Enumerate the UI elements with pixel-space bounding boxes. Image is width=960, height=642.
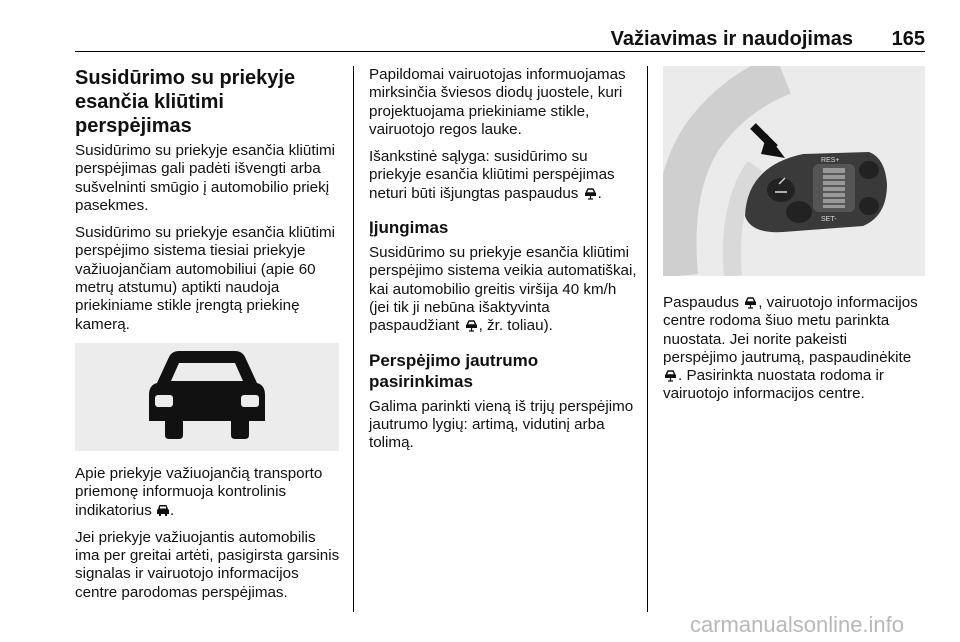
steering-wheel-figure xyxy=(663,66,925,276)
steering-wheel-illustration xyxy=(663,66,925,276)
vehicle-ahead-icon xyxy=(75,343,339,451)
column-3 xyxy=(663,66,925,413)
res-label: RES+ xyxy=(821,157,840,164)
paragraph: Galima parinkti vieną iš trijų perspėjimo jautrumo lygių: artimą, vidutinį arba tolimą. xyxy=(369,397,634,452)
section-heading: Susidūrimo su priekyje esančia kliūtimi perspėjimas xyxy=(75,67,296,137)
column-divider-1 xyxy=(353,66,354,612)
paragraph: Susidūrimo su priekyje esančia kliūtimi perspėjimo sistema veikia automatiškai, kai automobilio greitis viršija 40 km/h (jei tik ji nebūna išaktyvinta paspaudžiant , žr. toliau). xyxy=(369,244,637,335)
section-title: Važiavimas ir naudojimas xyxy=(610,28,853,50)
header-rule xyxy=(75,51,925,52)
paragraph: Papildomai vairuotojas informuojamas mirksinčia šviesos diodų juostele, kuri projektuojama priekiniame stikle, vairuotojo regos lauke. xyxy=(369,66,626,138)
subheading: Perspėjimo jautrumo pasirinkimas xyxy=(369,350,539,391)
column-divider-2 xyxy=(647,66,648,612)
column-2 xyxy=(369,66,637,461)
page-header xyxy=(75,28,925,50)
set-label: SET- xyxy=(821,216,837,223)
paragraph: Išankstinė sąlyga: susidūrimo su priekyje esančia kliūtimi perspėjimas neturi būti išjungtas paspaudus . xyxy=(369,148,615,202)
vehicle-indicator-figure xyxy=(75,343,339,451)
following-distance-icon xyxy=(583,187,598,200)
following-distance-icon xyxy=(464,319,479,332)
vehicle-ahead-icon xyxy=(156,504,170,517)
subheading: Įjungimas xyxy=(369,218,449,238)
following-distance-icon xyxy=(743,296,758,309)
paragraph: Susidūrimo su priekyje esančia kliūtimi perspėjimas gali padėti išvengti arba sušvelninti smūgio į automobilio priekį pasekmes. xyxy=(75,142,335,214)
following-distance-icon xyxy=(663,369,678,382)
watermark: carmanualsonline.info xyxy=(690,612,905,637)
paragraph: Paspaudus , vairuotojo informacijos centre rodoma šiuo metu parinkta nuostata. Jei norite pakeisti perspėjimo jautrumą, paspaudinėkite . Pasirinkta nuostata rodoma ir vairuotojo informacijos centre. xyxy=(663,294,918,403)
paragraph: Susidūrimo su priekyje esančia kliūtimi perspėjimo sistema tiesiai priekyje važiuojančiam automobiliui (apie 60 metrų atstumu) aptikti naudoja priekiniame stikle įrengtą priekinę kamerą. xyxy=(75,224,335,333)
paragraph: Apie priekyje važiuojančią transporto priemonę informuoja kontrolinis indikatorius . xyxy=(75,464,323,519)
page-number: 165 xyxy=(891,28,925,50)
column-1 xyxy=(75,66,341,611)
paragraph: Jei priekyje važiuojantis automobilis ima per greitai artėti, pasigirsta garsinis signalas ir vairuotojo informacijos centre parodomas perspėjimas. xyxy=(75,528,340,601)
